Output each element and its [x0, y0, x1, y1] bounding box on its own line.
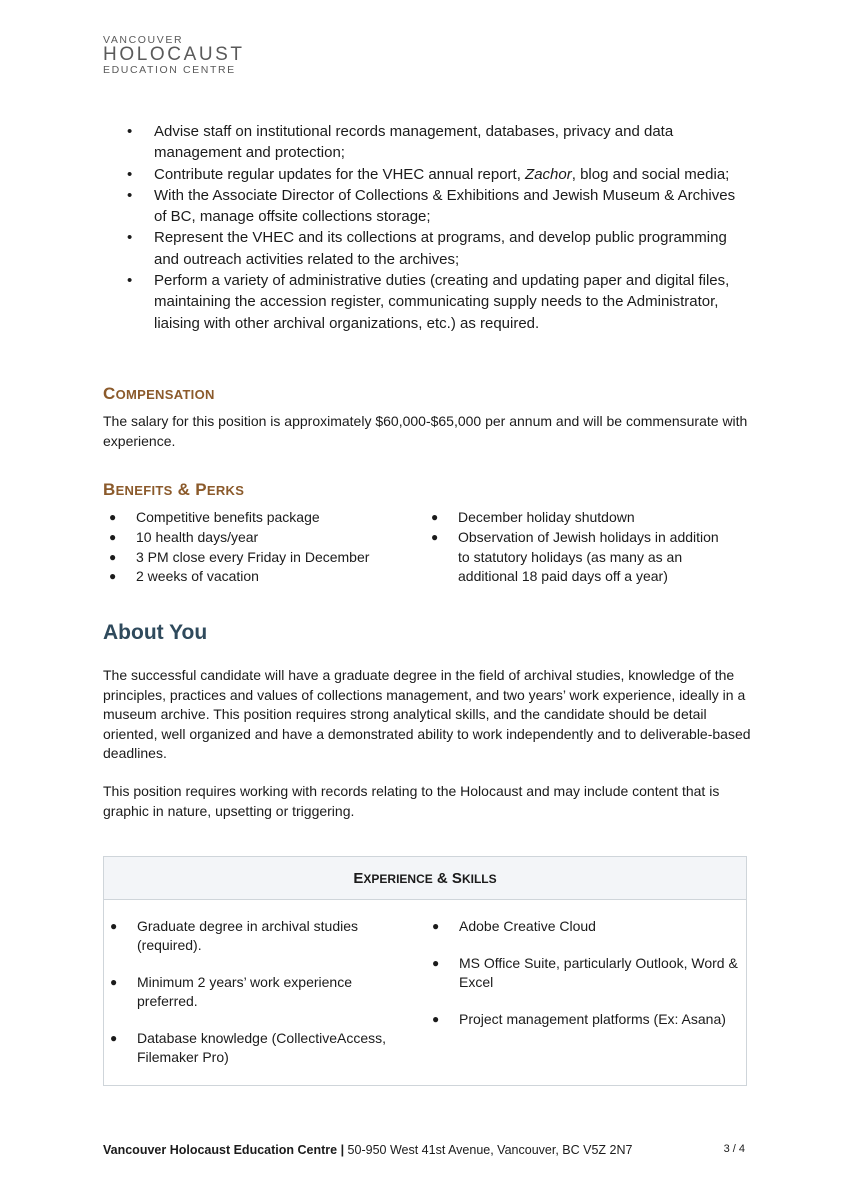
bullet-icon: • — [127, 272, 133, 290]
page-footer: Vancouver Holocaust Education Centre | 50-950 West 41st Avenue, Vancouver, BC V5Z 2N7 3 / 4 — [103, 1143, 745, 1157]
bullet-icon: ● — [109, 510, 117, 524]
list-item: • Perform a variety of administrative duties (creating and updating paper and digital files, maintaining the accession register, communicating supply needs to the Administrator, liaising with other archival organizations, etc.) as required. — [127, 272, 730, 332]
bullet-icon: • — [127, 186, 133, 204]
benefits-list-left — [103, 508, 413, 587]
about-you-title: About You — [103, 621, 208, 644]
list-item: ● Database knowledge (CollectiveAccess, Filemaker Pro) — [110, 1030, 387, 1065]
bullet-icon: ● — [109, 529, 117, 544]
skills-list-right — [426, 917, 744, 1047]
benefits-heading: BENEFITS & PERKS — [103, 480, 245, 499]
about-paragraph-2: This position requires working with records relating to the Holocaust and may include content that is graphic in nature, upsetting or triggering. — [103, 783, 720, 819]
list-item: ● Competitive benefits package — [103, 508, 413, 528]
list-item: • Represent the VHEC and its collections at programs, and develop public programming and outreach activities related to the archives; — [127, 229, 727, 268]
logo-line-1: VANCOUVER — [103, 34, 184, 46]
list-item: ● 10 health days/year — [103, 528, 413, 548]
bullet-icon: ● — [432, 919, 440, 933]
bullet-icon: ● — [110, 1031, 118, 1045]
vhec-logo — [103, 34, 245, 76]
bullet-icon: • — [127, 229, 133, 247]
list-item: • With the Associate Director of Collections & Exhibitions and Jewish Museum & Archives of BC, manage offsite collections storage; — [127, 186, 736, 226]
list-item: ● Graduate degree in archival studies (required). — [110, 918, 359, 953]
bullet-icon: ● — [109, 549, 117, 564]
compensation-text: The salary for this position is approximately $60,000-$65,000 per annum and will be commensurate with experience. — [103, 413, 748, 449]
duties-list — [103, 121, 743, 334]
list-item: • Advise staff on institutional records management, databases, privacy and data management and protection; — [127, 123, 674, 162]
bullet-icon: • — [127, 165, 133, 183]
bullet-icon: ● — [431, 529, 439, 544]
footer-address: 50-950 West 41st Avenue, Vancouver, BC V5Z 2N7 — [347, 1143, 633, 1157]
about-paragraph-1: The successful candidate will have a graduate degree in the field of archival studies, knowledge of the principles, practices and values of collections management, and two years’ work experience, ideally in a museum archive. This position requires strong analytical skills, and the candidate should be detail oriented, well organized and have a demonstrated ability to work independently and to deliverable-based deadlines. — [103, 667, 751, 761]
list-item: ● 3 PM close every Friday in December — [103, 548, 413, 568]
benefits-list-right — [425, 508, 725, 587]
list-item: ● Observation of Jewish holidays in addition to statutory holidays (as many as an additional 18 paid days off a year) — [431, 528, 719, 585]
experience-skills-box — [103, 856, 747, 1086]
list-item: ● Minimum 2 years’ work experience preferred. — [110, 974, 352, 1009]
list-item: • Contribute regular updates for the VHEC annual report, Zachor, blog and social media; — [103, 164, 743, 185]
bullet-icon: ● — [431, 510, 439, 524]
bullet-icon: ● — [432, 1012, 440, 1026]
list-item: ● December holiday shutdown — [425, 508, 725, 528]
bullet-icon: ● — [110, 919, 118, 933]
compensation-heading: COMPENSATION — [103, 384, 215, 403]
bullet-icon: • — [127, 123, 133, 140]
list-item: ● MS Office Suite, particularly Outlook, Word & Excel — [432, 955, 738, 990]
bullet-icon: ● — [432, 956, 440, 970]
logo-line-3: EDUCATION CENTRE — [103, 64, 236, 76]
list-item: ● Adobe Creative Cloud — [432, 918, 596, 934]
list-item: ● Project management platforms (Ex: Asana) — [432, 1011, 726, 1027]
skills-list-left — [104, 917, 404, 1085]
logo-line-2: HOLOCAUST — [103, 44, 245, 65]
bullet-icon: ● — [109, 569, 117, 584]
experience-skills-heading: EXPERIENCE & SKILLS — [104, 857, 746, 900]
footer-org: Vancouver Holocaust Education Centre — [103, 1143, 338, 1157]
list-item: ● 2 weeks of vacation — [103, 567, 413, 587]
bullet-icon: ● — [110, 975, 118, 989]
page-number: 3 / 4 — [723, 1143, 745, 1155]
